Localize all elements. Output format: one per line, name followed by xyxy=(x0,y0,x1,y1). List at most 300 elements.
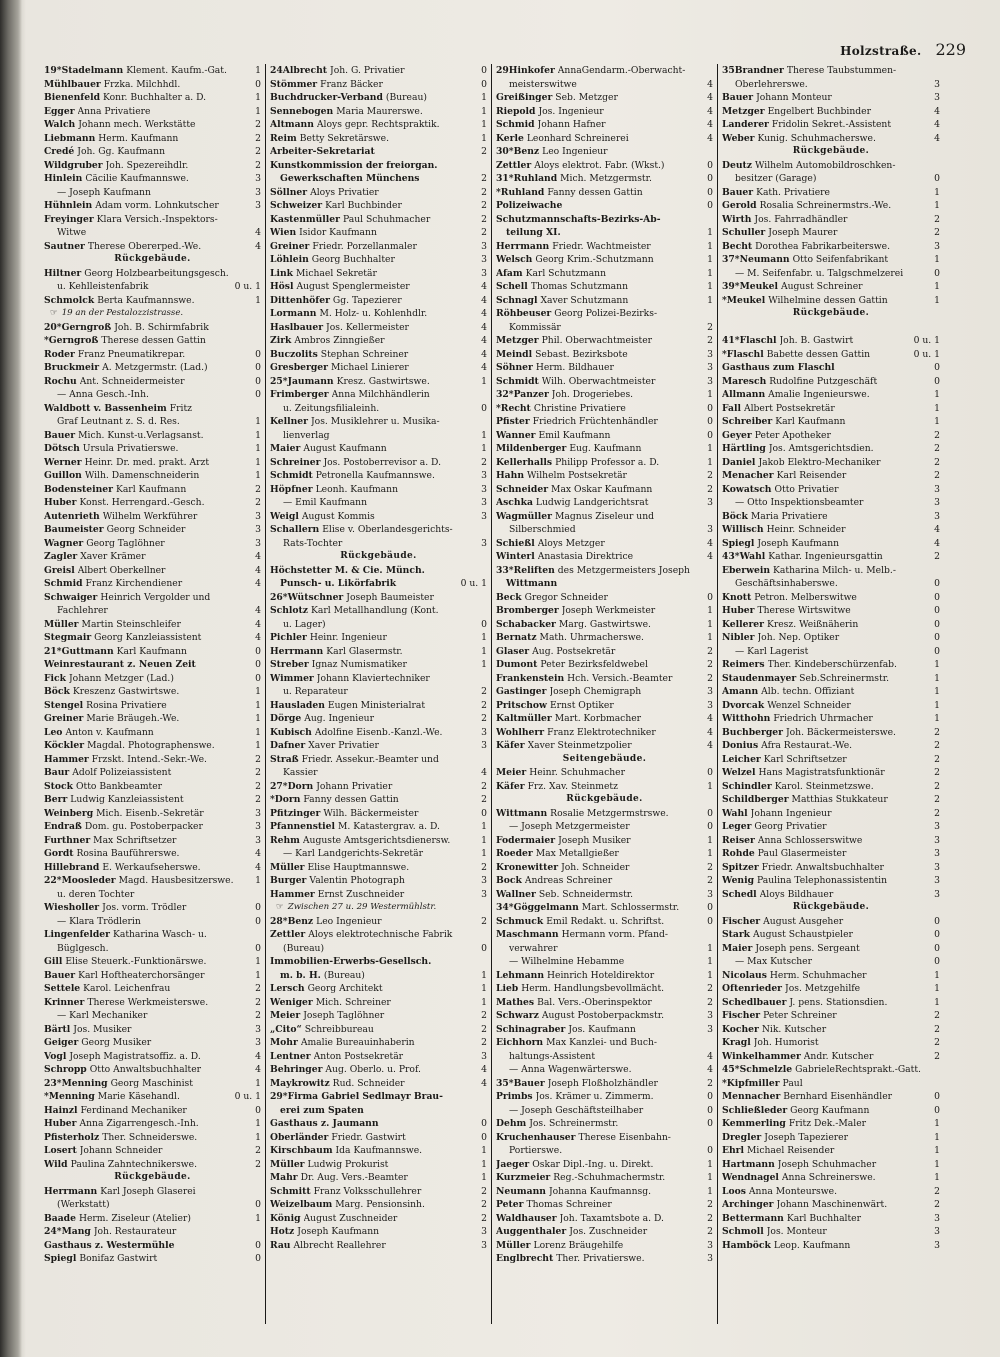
directory-entry xyxy=(270,1063,487,1077)
resident-name: Maschmann xyxy=(496,929,559,940)
floor-number: 2 xyxy=(481,1199,487,1210)
floor-number: 2 xyxy=(934,807,940,819)
directory-entry xyxy=(496,1077,713,1091)
resident-name: *Ruhland xyxy=(496,186,545,198)
resident-name: Nibler xyxy=(722,632,755,643)
resident-name: Stark xyxy=(722,929,751,940)
directory-entry xyxy=(722,820,940,834)
directory-entry xyxy=(496,1212,713,1226)
resident-details: Cäcilie Kaufmannswe. xyxy=(85,173,189,184)
resident-name: Weinberg xyxy=(44,807,94,819)
floor-number: 0 xyxy=(707,1104,713,1116)
resident-name: Polizeiwache xyxy=(496,200,563,211)
directory-entry xyxy=(496,996,713,1010)
resident-details: Martin Steinschleifer xyxy=(81,618,181,630)
street-note xyxy=(44,307,261,321)
directory-entry xyxy=(722,982,940,996)
resident-name: Meukel xyxy=(739,281,778,292)
floor-number: 3 xyxy=(255,1023,261,1035)
resident-name: Schuller xyxy=(722,227,766,238)
floor-number: 3 xyxy=(707,686,713,697)
resident-details: Gregor Schneider xyxy=(524,591,608,603)
resident-details: u. Reparateur xyxy=(283,686,348,697)
resident-name: Roeder xyxy=(496,848,533,859)
floor-number: 2 xyxy=(707,996,713,1008)
resident-details: Fanny dessen Gattin xyxy=(303,794,399,805)
resident-details: Johann Ingenieur xyxy=(750,807,832,819)
floor-number: 3 xyxy=(707,1239,713,1251)
floor-number: 1 xyxy=(255,686,261,697)
directory-entry xyxy=(496,1252,713,1266)
resident-details: Karol. Steinmetzswe. xyxy=(774,780,874,792)
resident-name: Flaschl xyxy=(739,335,777,346)
resident-name: Staudenmayer xyxy=(722,672,797,684)
floor-number: 0 xyxy=(707,1091,713,1102)
directory-entry xyxy=(270,334,487,348)
resident-details: u. Lager) xyxy=(283,618,326,630)
directory-entry xyxy=(270,483,487,497)
directory-entry xyxy=(496,442,713,456)
resident-details: Joseph Kaufmann xyxy=(757,537,840,549)
directory-entry xyxy=(722,1239,940,1253)
resident-details: Aug. Ingenieur xyxy=(304,713,374,724)
directory-entry xyxy=(44,577,261,591)
directory-entry xyxy=(44,537,261,551)
resident-name: Reim xyxy=(270,132,297,144)
resident-name: Zettler xyxy=(496,159,532,171)
directory-entry xyxy=(722,213,940,227)
directory-entry xyxy=(270,1077,487,1091)
directory-entry xyxy=(270,847,487,861)
floor-number: 0 xyxy=(255,672,261,684)
resident-details: Joh. Nep. Optiker xyxy=(757,632,840,643)
resident-details: E. Werkaufseherswe. xyxy=(102,861,201,873)
directory-entry xyxy=(496,969,713,983)
resident-details: Therese Werkmeisterswe. xyxy=(87,996,209,1008)
resident-name: Mühlbauer xyxy=(44,78,101,90)
directory-entry xyxy=(722,1090,940,1104)
directory-entry xyxy=(496,1090,713,1104)
floor-number: 2 xyxy=(934,551,940,562)
directory-entry xyxy=(496,469,713,483)
resident-name: Metzger xyxy=(722,105,765,117)
resident-details: Frz. Xav. Steinmetz xyxy=(527,780,618,792)
floor-number: 1 xyxy=(255,456,261,468)
directory-entry xyxy=(270,510,487,524)
resident-name: Hühnlein xyxy=(44,200,93,211)
floor-number: 1 xyxy=(934,294,940,306)
directory-entry xyxy=(722,807,940,821)
directory-entry xyxy=(44,132,261,146)
resident-name: Hinkofer xyxy=(508,65,555,76)
resident-details: Rud. Schneider xyxy=(332,1077,405,1089)
resident-name: Bauer xyxy=(44,429,76,441)
resident-name: Schießl xyxy=(496,537,535,549)
resident-details: Albrecht Reallehrer xyxy=(293,1239,386,1251)
directory-entry xyxy=(722,240,940,254)
resident-details: Wilhelmine dessen Gattin xyxy=(768,294,888,306)
resident-details: Johann Klaviertechniker xyxy=(316,672,430,684)
resident-name: Müller xyxy=(270,1158,305,1170)
resident-details: Therese Eisenbahn- xyxy=(578,1131,671,1143)
floor-number: 1 xyxy=(707,780,713,792)
floor-number: 2 xyxy=(934,753,940,765)
resident-name: erei zum Spaten xyxy=(280,1104,364,1116)
floor-number: 1 xyxy=(481,1172,487,1183)
resident-details: Friedrich Früchtenhändler xyxy=(532,416,658,427)
resident-name: Schutzmannschafts-Bezirks-Ab- xyxy=(496,213,661,225)
directory-entry xyxy=(496,577,713,591)
directory-entry xyxy=(496,861,713,875)
resident-details: Rosalie Metzgermstrswe. xyxy=(550,807,669,819)
resident-name: *Recht xyxy=(496,402,531,414)
house-number: 35* xyxy=(496,1077,514,1089)
directory-entry xyxy=(496,888,713,902)
resident-name: Zettler xyxy=(270,929,306,940)
floor-number: 3 xyxy=(481,1050,487,1062)
directory-entry xyxy=(44,1212,261,1226)
resident-details: (Bureau) xyxy=(323,969,365,981)
resident-details: Jos. Postoberrevisor a. D. xyxy=(323,456,442,468)
directory-entry xyxy=(496,240,713,254)
resident-details: Friedr. Assekur.-Beamter und xyxy=(301,753,439,765)
column-4 xyxy=(718,64,944,1324)
house-number: 23* xyxy=(44,1077,62,1089)
resident-details: Jos. Kaufmann xyxy=(568,1023,636,1035)
directory-entry xyxy=(496,253,713,267)
floor-number: 3 xyxy=(707,699,713,711)
directory-entry xyxy=(722,294,940,308)
resident-details: Joh. Humorist xyxy=(753,1037,819,1048)
directory-entry xyxy=(270,321,487,335)
resident-name: *Menning xyxy=(44,1091,95,1102)
resident-details: Petronella Kaufmannswe. xyxy=(315,470,435,481)
directory-entry xyxy=(496,496,713,510)
directory-entry xyxy=(496,1063,713,1077)
resident-details: Geschäftsinhaberswe. xyxy=(735,578,838,589)
directory-entry xyxy=(496,361,713,375)
floor-number: 1 xyxy=(481,996,487,1008)
floor-number: 2 xyxy=(934,780,940,792)
resident-details: Jos. Zuschneider xyxy=(569,1226,648,1237)
resident-details: verwahrer xyxy=(509,942,558,954)
street-name: Holzstraße. xyxy=(840,44,922,58)
floor-number: 3 xyxy=(481,483,487,495)
resident-name: Fischer xyxy=(722,915,761,927)
directory-entry xyxy=(722,78,940,92)
resident-name: Settele xyxy=(44,983,81,994)
resident-details: Karl Reisender xyxy=(776,470,847,481)
resident-details: Isidor Kaufmann xyxy=(299,227,377,238)
directory-entry xyxy=(496,132,713,146)
resident-details: lienverlag xyxy=(283,429,330,441)
floor-number: 3 xyxy=(934,875,940,886)
resident-details: Alb. techn. Offiziant xyxy=(761,686,855,697)
directory-entry xyxy=(496,591,713,605)
resident-details: Schreibbureau xyxy=(304,1023,374,1035)
directory-entry xyxy=(722,321,940,335)
directory-entry xyxy=(270,739,487,753)
resident-name: Kellner xyxy=(270,416,308,427)
floor-number: 1 xyxy=(255,726,261,738)
directory-entry xyxy=(270,1239,487,1253)
directory-entry xyxy=(722,712,940,726)
resident-details: Jos. Kellermeister xyxy=(326,321,409,333)
resident-details: Georg Kanzleiassistent xyxy=(94,632,202,643)
floor-number: 4 xyxy=(481,321,487,333)
resident-name: Schildberger xyxy=(722,794,789,805)
directory-entry xyxy=(496,267,713,281)
resident-name: Huber xyxy=(44,1118,77,1129)
floor-number: 0 xyxy=(255,915,261,927)
directory-entry xyxy=(44,807,261,821)
resident-name: Dorn xyxy=(287,780,314,792)
directory-entry xyxy=(496,172,713,186)
resident-name: Bettermann xyxy=(722,1212,784,1224)
directory-entry xyxy=(496,658,713,672)
directory-entry xyxy=(44,496,261,510)
resident-details: Joh. Spezereihdlr. xyxy=(105,159,189,171)
floor-number: 2 xyxy=(934,227,940,238)
resident-details: Joh. B. Schirmfabrik xyxy=(114,321,209,333)
resident-name: Frankenstein xyxy=(496,672,565,684)
directory-entry xyxy=(496,645,713,659)
resident-details: — Joseph Geschäftsteilhaber xyxy=(509,1104,644,1116)
floor-number: 1 xyxy=(481,848,487,859)
directory-entry xyxy=(270,307,487,321)
resident-details: Thomas Schutzmann xyxy=(530,281,628,292)
floor-number: 3 xyxy=(255,807,261,819)
directory-entry xyxy=(270,537,487,551)
floor-number: 1 xyxy=(481,132,487,144)
resident-name: Maykrowitz xyxy=(270,1077,330,1089)
resident-details: Albert Oberkellner xyxy=(77,564,166,576)
resident-details: Joh. G. Privatier xyxy=(330,65,405,76)
floor-number: 0 xyxy=(255,389,261,400)
resident-name: Rehm xyxy=(270,834,300,846)
resident-name: Bromberger xyxy=(496,605,559,616)
resident-details: Friedr. Porzellanmaler xyxy=(312,240,417,252)
directory-entry xyxy=(44,753,261,767)
resident-details: Jos. Fahrradhändler xyxy=(754,213,848,225)
resident-name: Lormann xyxy=(270,308,317,319)
resident-name: Söllner xyxy=(270,186,308,198)
resident-details: Fanny dessen Gattin xyxy=(547,186,643,198)
floor-number: 2 xyxy=(707,1212,713,1224)
resident-name: Stömmer xyxy=(270,78,318,90)
resident-details: Heinr. Schneider xyxy=(766,524,846,535)
resident-details: Paulina Zahntechnikerswe. xyxy=(70,1158,197,1170)
directory-entry xyxy=(722,604,940,618)
house-number: 28* xyxy=(270,915,288,927)
resident-name: Gill xyxy=(44,956,63,967)
directory-entry xyxy=(496,915,713,929)
resident-details: Johann Privatier xyxy=(316,780,393,792)
house-number: 32* xyxy=(496,389,514,400)
resident-details: Joh. Restaurateur xyxy=(93,1226,177,1237)
floor-number: 1 xyxy=(707,848,713,859)
directory-entry xyxy=(44,874,261,888)
floor-number: 1 xyxy=(481,645,487,657)
directory-entry xyxy=(270,645,487,659)
directory-entry xyxy=(722,199,940,213)
resident-name: Schmitt xyxy=(270,1185,311,1197)
directory-entry xyxy=(496,739,713,753)
resident-name: Hotz xyxy=(270,1226,295,1237)
resident-details: Ursula Privatierswe. xyxy=(82,443,179,454)
resident-details: Seb. Metzger xyxy=(555,92,618,103)
resident-name: Kruchenhauser xyxy=(496,1131,576,1143)
resident-details: Ther. Privatierswe. xyxy=(556,1253,645,1264)
directory-entry xyxy=(496,901,713,915)
resident-details: Joh. B. Gastwirt xyxy=(779,335,854,346)
resident-name: Menning xyxy=(61,1077,108,1089)
resident-details: Fridolin Sekret.-Assistent xyxy=(771,119,892,130)
resident-details: Hch. Versich.-Beamter xyxy=(567,672,673,684)
directory-entry xyxy=(270,1212,487,1226)
floor-number: 4 xyxy=(707,551,713,562)
directory-entry xyxy=(722,1185,940,1199)
floor-number: 3 xyxy=(934,510,940,522)
floor-number: 2 xyxy=(707,645,713,657)
directory-entry xyxy=(722,1104,940,1118)
resident-name: Hainzl xyxy=(44,1104,78,1116)
resident-details: Aloys Privatier xyxy=(310,186,379,198)
floor-number: 0 xyxy=(934,1091,940,1102)
directory-entry xyxy=(270,942,487,956)
resident-name: Fick xyxy=(44,672,66,684)
resident-details: Anna Privatiere xyxy=(77,105,151,117)
resident-details: Berta Kaufmannswe. xyxy=(97,294,195,306)
floor-number: 1 xyxy=(934,1131,940,1143)
directory-entry xyxy=(722,1158,940,1172)
resident-details: August Ausgeher xyxy=(763,915,844,927)
resident-name: Maier xyxy=(722,942,753,954)
floor-number: 0 xyxy=(707,200,713,211)
resident-details: Hans Magistratsfunktionär xyxy=(758,767,885,778)
floor-number: 3 xyxy=(707,524,713,535)
directory-entry xyxy=(44,1117,261,1131)
floor-number: 0 u. 1 xyxy=(460,578,487,589)
floor-number: 2 xyxy=(481,186,487,198)
resident-name: Lehmann xyxy=(496,969,545,981)
floor-number: 1 xyxy=(707,1172,713,1183)
resident-details: Peter Bezirksfeldwebel xyxy=(540,659,648,670)
directory-entry xyxy=(496,726,713,740)
resident-details: Anna Schreinerswe. xyxy=(781,1172,876,1183)
directory-entry xyxy=(270,469,487,483)
directory-entry xyxy=(496,483,713,497)
directory-entry xyxy=(270,712,487,726)
floor-number: 2 xyxy=(255,119,261,130)
floor-number: 3 xyxy=(481,510,487,522)
directory-entry xyxy=(722,591,940,605)
resident-details: Lorenz Bräugehilfe xyxy=(533,1239,624,1251)
floor-number: 0 xyxy=(255,1199,261,1210)
resident-details: Karl Kaufmann xyxy=(115,483,187,495)
resident-details: Michael Linierer xyxy=(330,362,409,373)
directory-entry xyxy=(270,685,487,699)
floor-number: 2 xyxy=(255,753,261,765)
house-number: 27* xyxy=(270,780,288,792)
resident-details: — Anna Gesch.-Inh. xyxy=(57,389,149,400)
resident-name: Rochu xyxy=(44,375,77,387)
directory-entry xyxy=(722,375,940,389)
resident-name: Härtling xyxy=(722,443,766,454)
floor-number: 0 xyxy=(255,78,261,90)
floor-number: 4 xyxy=(481,348,487,360)
resident-name: Schwarz xyxy=(496,1010,539,1021)
directory-entry xyxy=(270,658,487,672)
resident-name: Böck xyxy=(722,510,748,522)
directory-entry xyxy=(496,1023,713,1037)
house-number: 35 xyxy=(722,65,735,76)
house-number: 29 xyxy=(496,65,509,76)
floor-number: 2 xyxy=(934,740,940,751)
resident-name: Wendnagel xyxy=(722,1172,779,1183)
directory-entry xyxy=(270,699,487,713)
directory-entry xyxy=(722,645,940,659)
directory-entry xyxy=(44,618,261,632)
floor-number: 4 xyxy=(707,119,713,130)
floor-number: 0 xyxy=(255,1104,261,1116)
resident-details: Afra Restaurat.-We. xyxy=(761,740,853,751)
floor-number: 2 xyxy=(481,780,487,792)
resident-name: Nicolaus xyxy=(722,969,767,981)
pointing-hand-icon: ☞ xyxy=(50,308,58,318)
resident-details: Karl Joseph Glaserei xyxy=(100,1185,196,1197)
floor-number: 1 xyxy=(255,1131,261,1143)
resident-name: Werner xyxy=(44,456,82,468)
resident-name: Winkelhammer xyxy=(722,1050,801,1062)
resident-name: Dittenhöfer xyxy=(270,294,330,306)
directory-entry xyxy=(496,510,713,524)
resident-name: Dehm xyxy=(496,1118,527,1129)
directory-entry xyxy=(270,564,487,578)
resident-details: Albert Postsekretär xyxy=(743,402,835,414)
floor-number: 0 xyxy=(934,362,940,373)
resident-name: Herrmann xyxy=(496,240,550,252)
directory-entry xyxy=(270,1158,487,1172)
floor-number: 3 xyxy=(255,173,261,184)
directory-entry xyxy=(496,402,713,416)
section-heading: Rückgebäude. xyxy=(566,794,643,804)
directory-entry xyxy=(270,1023,487,1037)
resident-details: Matthias Stukkateur xyxy=(791,794,888,805)
floor-number: 3 xyxy=(255,821,261,832)
resident-name: Müller xyxy=(44,618,79,630)
resident-name: Kunstkommission der freiorgan. xyxy=(270,159,438,171)
floor-number: 4 xyxy=(934,119,940,130)
directory-entry xyxy=(270,834,487,848)
floor-number: 0 u. 1 xyxy=(234,1091,261,1102)
resident-details: Aloys elektrot. Fabr. (Wkst.) xyxy=(534,159,665,171)
directory-entry xyxy=(722,969,940,983)
directory-entry xyxy=(496,307,713,321)
floor-number: 2 xyxy=(481,1212,487,1224)
resident-name: Waldhauser xyxy=(496,1212,557,1224)
resident-name: Kellerhalls xyxy=(496,456,553,468)
directory-entry xyxy=(496,942,713,956)
floor-number: 1 xyxy=(707,942,713,954)
resident-name: Buchberger xyxy=(722,726,783,738)
floor-number: 0 xyxy=(481,942,487,954)
resident-details: Mich. Metzgermstr. xyxy=(560,173,652,184)
floor-number: 3 xyxy=(481,1226,487,1237)
floor-number: 2 xyxy=(481,915,487,927)
resident-name: Pritschow xyxy=(496,699,547,711)
floor-number: 3 xyxy=(707,497,713,508)
